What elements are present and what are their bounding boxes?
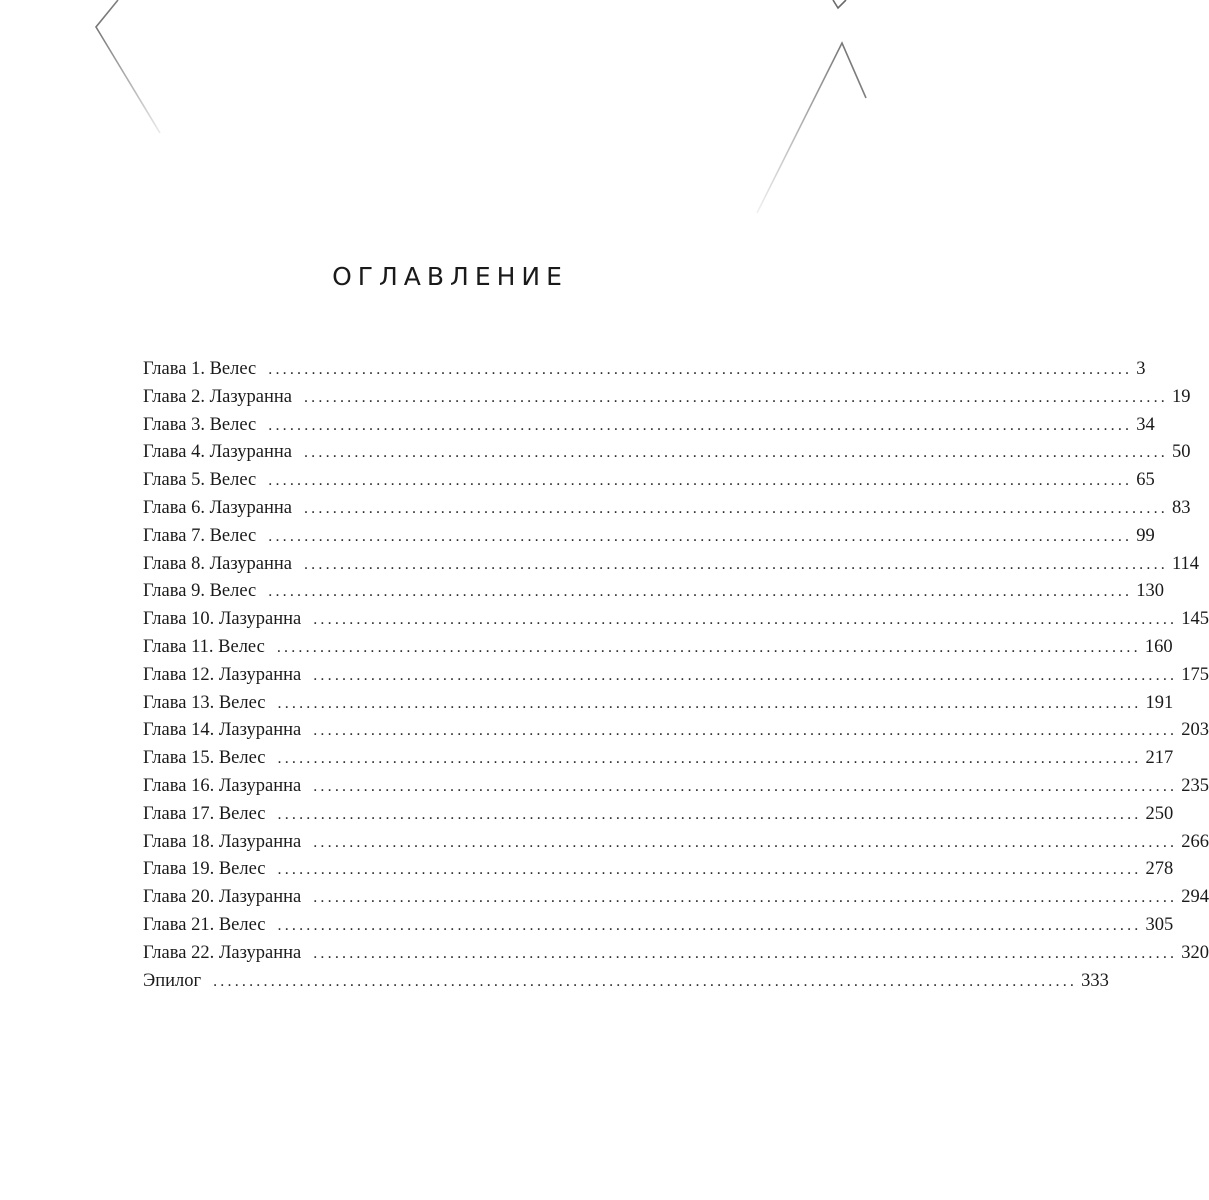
toc-entry-page: 320 xyxy=(1181,942,1209,963)
toc-entry xyxy=(143,773,1209,801)
toc-leader-dots: ........................................................................................................................ xyxy=(303,444,1168,462)
toc-entry xyxy=(143,912,1174,940)
toc-entry-label: Глава 18. Лазуранна xyxy=(143,831,302,852)
toc-leader-dots: ........................................................................................................................ xyxy=(277,805,1142,823)
right-top-chevron-line xyxy=(833,0,846,8)
toc-entry xyxy=(143,717,1209,745)
toc-leader-dots: ........................................................................................................................ xyxy=(313,611,1178,629)
toc-entry-label: Глава 22. Лазуранна xyxy=(143,942,302,963)
toc-entry xyxy=(143,856,1174,884)
toc-leader-dots: ........................................................................................................................ xyxy=(268,361,1133,378)
toc-entry xyxy=(143,439,1191,467)
toc-leader-dots: ........................................................................................................................ xyxy=(276,638,1141,656)
left-chevron-line xyxy=(96,0,160,133)
toc-entry-label: Глава 8. Лазуранна xyxy=(143,553,292,574)
toc-entry-label: Глава 15. Велес xyxy=(143,748,266,769)
toc-entry-label: Глава 3. Велес xyxy=(143,414,257,435)
toc-entry xyxy=(143,467,1155,495)
toc-entry-label: Глава 10. Лазуранна xyxy=(143,609,302,630)
toc-entry-page: 65 xyxy=(1136,470,1155,491)
toc-entry-label: Глава 16. Лазуранна xyxy=(143,775,302,796)
toc-entry-page: 34 xyxy=(1136,414,1155,435)
toc-entry xyxy=(143,829,1209,857)
toc-entry-page: 266 xyxy=(1181,831,1209,852)
toc-entry xyxy=(143,884,1209,912)
toc-leader-dots: ........................................................................................................................ xyxy=(277,916,1142,934)
toc-entry-page: 203 xyxy=(1181,720,1209,741)
page-title: ОГЛАВЛЕНИЕ xyxy=(332,262,568,291)
toc-entry-page: 114 xyxy=(1171,553,1200,574)
toc-entry xyxy=(143,495,1191,523)
toc-leader-dots: ........................................................................................................................ xyxy=(313,722,1178,740)
toc-entry xyxy=(143,690,1174,718)
toc-entry xyxy=(143,523,1155,551)
toc-entry xyxy=(143,606,1209,634)
toc-leader-dots: ........................................................................................................................ xyxy=(213,972,1078,990)
toc-entry xyxy=(143,634,1173,662)
toc-entry-label: Глава 11. Велес xyxy=(143,636,265,657)
toc-leader-dots: ........................................................................................................................ xyxy=(303,555,1168,573)
toc-entry-page: 333 xyxy=(1081,970,1109,991)
toc-entry-page: 50 xyxy=(1171,442,1191,463)
toc-entry xyxy=(143,356,1146,384)
toc-entry-label: Глава 12. Лазуранна xyxy=(143,664,302,685)
toc-entry xyxy=(143,551,1200,579)
toc-entry-page: 217 xyxy=(1145,748,1174,769)
toc-entry-label: Глава 1. Велес xyxy=(143,359,257,379)
toc-entry-page: 250 xyxy=(1145,803,1174,824)
toc-entry-page: 278 xyxy=(1145,859,1174,880)
toc-entry-page: 235 xyxy=(1181,775,1209,796)
table-of-contents xyxy=(143,356,1209,995)
toc-leader-dots: ........................................................................................................................ xyxy=(313,889,1178,907)
toc-entry xyxy=(143,940,1209,968)
toc-leader-dots: ........................................................................................................................ xyxy=(268,472,1133,490)
toc-entry-label: Глава 13. Велес xyxy=(143,692,266,713)
toc-entry-label: Глава 20. Лазуранна xyxy=(143,887,302,908)
toc-entry-label: Глава 9. Велес xyxy=(143,581,257,602)
toc-leader-dots: ........................................................................................................................ xyxy=(313,777,1178,795)
toc-leader-dots: ........................................................................................................................ xyxy=(313,666,1178,684)
toc-leader-dots: ........................................................................................................................ xyxy=(277,750,1142,768)
toc-entry-page: 130 xyxy=(1136,581,1164,602)
toc-entry xyxy=(143,578,1164,606)
toc-entry-label: Глава 21. Велес xyxy=(143,914,266,935)
toc-leader-dots: ........................................................................................................................ xyxy=(268,416,1133,434)
toc-entry-label: Глава 4. Лазуранна xyxy=(143,442,292,463)
toc-entry-label: Глава 14. Лазуранна xyxy=(143,720,302,741)
toc-entry-label: Глава 19. Велес xyxy=(143,859,266,880)
decorative-lines xyxy=(0,0,900,260)
toc-entry-page: 83 xyxy=(1171,497,1191,518)
toc-entry-page: 99 xyxy=(1136,525,1155,546)
toc-entry xyxy=(143,384,1191,412)
toc-leader-dots: ........................................................................................................................ xyxy=(277,861,1142,879)
toc-entry xyxy=(143,662,1209,690)
toc-entry xyxy=(143,412,1155,440)
toc-leader-dots: ........................................................................................................................ xyxy=(303,388,1168,406)
toc-entry-page: 305 xyxy=(1145,914,1174,935)
toc-leader-dots: ........................................................................................................................ xyxy=(268,527,1133,545)
toc-entry xyxy=(143,745,1174,773)
toc-entry-page: 160 xyxy=(1144,636,1173,657)
toc-entry-label: Глава 5. Велес xyxy=(143,470,257,491)
toc-leader-dots: ........................................................................................................................ xyxy=(313,944,1178,962)
toc-entry-label: Глава 7. Велес xyxy=(143,525,257,546)
toc-leader-dots: ........................................................................................................................ xyxy=(268,583,1133,601)
toc-entry-page: 19 xyxy=(1171,386,1191,407)
toc-entry-page: 3 xyxy=(1136,359,1146,379)
toc-leader-dots: ........................................................................................................................ xyxy=(313,833,1178,851)
toc-entry-page: 191 xyxy=(1145,692,1174,713)
toc-entry-label: Глава 6. Лазуранна xyxy=(143,497,292,518)
toc-leader-dots: ........................................................................................................................ xyxy=(277,694,1142,712)
toc-entry xyxy=(143,968,1109,996)
right-chevron-line xyxy=(757,43,866,213)
toc-entry-label: Глава 17. Велес xyxy=(143,803,266,824)
toc-entry-page: 175 xyxy=(1181,664,1209,685)
toc-entry-label: Глава 2. Лазуранна xyxy=(143,386,292,407)
toc-leader-dots: ........................................................................................................................ xyxy=(303,499,1168,517)
toc-entry-page: 145 xyxy=(1181,609,1209,630)
toc-entry xyxy=(143,801,1174,829)
toc-entry-page: 294 xyxy=(1181,887,1209,908)
toc-entry-label: Эпилог xyxy=(143,970,202,991)
